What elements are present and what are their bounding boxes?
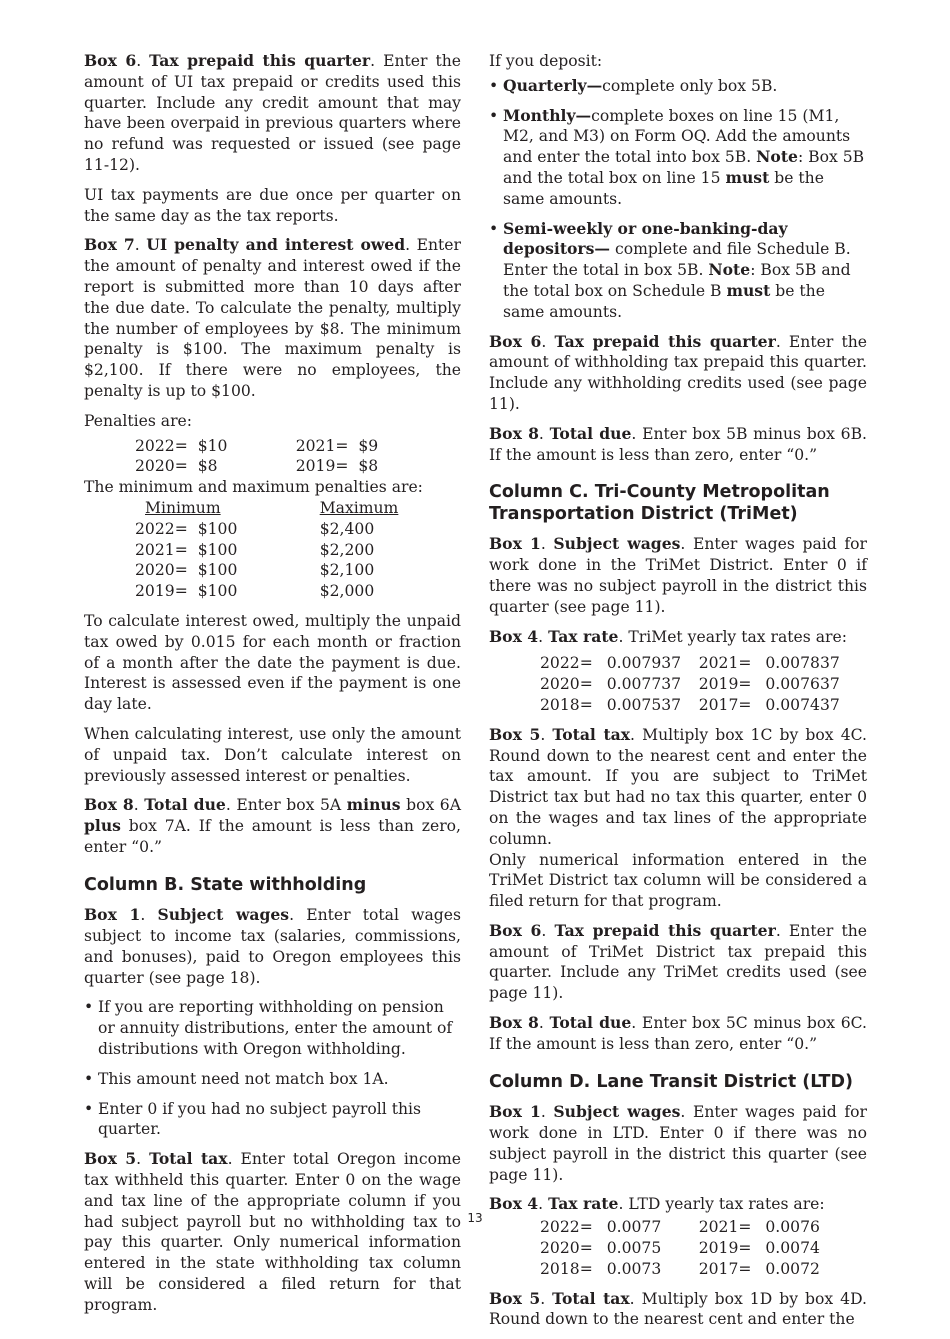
list-item: • Semi-weekly or one-banking-day depositors— complete and file Schedule B. Enter the total in box 5B. Note: Box 5B and the total box on Schedule B must be the same amounts. xyxy=(489,218,851,321)
box7-paragraph: Box 7. UI penalty and interest owed. Enter the amount of penalty and interest owed if the report is submitted more than 10 days after the due date. To calculate the penalty, multiply the number of employees by $8. The minimum penalty is $100. The maximum penalty is $2,100. If there were no employees, the penalty is up to $100. xyxy=(84,235,461,400)
colB-box1-paragraph: Box 1. Subject wages. Enter total wages subject to income tax (salaries, commissions, and bonuses), paid to Oregon employees this quarter (see page 18). xyxy=(84,905,461,987)
column-b-heading: Column B. State withholding xyxy=(84,874,367,895)
table-row: 2022 = 0.007937 2021 = 0.007837 xyxy=(540,654,840,673)
colC-box6-paragraph: Box 6. Tax prepaid this quarter. Enter the amount of TriMet District tax prepaid this quarter. Include any TriMet credits used (see page 11). xyxy=(489,920,867,1003)
column-d-heading: Column D. Lane Transit District (LTD) xyxy=(489,1071,854,1092)
table-row: 2022 = $10 2021 = $9 xyxy=(135,436,379,455)
table-row: Minimum Maximum xyxy=(145,498,399,517)
table-row: 2020 = $8 2019 = $8 xyxy=(135,457,379,476)
box6-ui-paragraph: Box 6. Tax prepaid this quarter. Enter the amount of UI tax prepaid or credits used this quarter. Include any credit amount that may have been overpaid in previous quarters where no refund was requested or issued (see page 11-12). xyxy=(84,51,461,174)
box6-wh-paragraph: Box 6. Tax prepaid this quarter. Enter the amount of withholding tax prepaid this quarter. Include any withholding credits used (see page 11). xyxy=(489,331,867,413)
deposit-intro: If you deposit: xyxy=(489,52,603,70)
column-c-heading: Column C. Tri-County Metropolitan Transportation District (TriMet) xyxy=(489,482,830,524)
trimet-rates-table xyxy=(540,653,840,715)
box8-ui-paragraph: Box 8. Total due. Enter box 5A minus box 6A plus box 7A. If the amount is less than zero, enter “0.” xyxy=(84,795,461,856)
table-row: 2020 = 0.007737 2019 = 0.007637 xyxy=(540,675,840,694)
penalties-table xyxy=(135,436,378,478)
colD-box4-paragraph: Box 4. Tax rate. LTD yearly tax rates are: xyxy=(489,1194,825,1214)
table-row: 2021 = $100 $2,200 xyxy=(135,540,375,559)
table-row: 2022 = $100 $2,400 xyxy=(135,519,375,538)
interest-paragraph-1: To calculate interest owed, multiply the unpaid tax owed by 0.015 for each month or fraction of a month after the date the payment is due. Interest is assessed even if the payment is one day late. xyxy=(84,611,461,714)
colC-numinfo-paragraph: Only numerical information entered in the TriMet District tax column will be considered a filed return for that program. xyxy=(489,850,867,911)
left-column xyxy=(84,51,461,1325)
right-column xyxy=(489,51,867,1339)
table-row: 2022 = 0.0077 2021 = 0.0076 xyxy=(540,1218,820,1237)
ltd-rates-table xyxy=(540,1217,820,1279)
colD-box1-paragraph: Box 1. Subject wages. Enter wages paid for work done in LTD. Enter 0 if there was no subject payroll in the district this quarter (see page 11). xyxy=(489,1102,867,1184)
penalties-intro: Penalties are: xyxy=(84,411,193,430)
colC-box8-paragraph: Box 8. Total due. Enter box 5C minus box 6C. If the amount is less than zero, enter “0.” xyxy=(489,1013,867,1053)
colD-box5-paragraph: Box 5. Total tax. Multiply box 1D by box 4D. Round down to the nearest cent and enter the xyxy=(489,1288,867,1329)
box8-wh-paragraph: Box 8. Total due. Enter box 5B minus box 6B. If the amount is less than zero, enter “0.” xyxy=(489,423,867,464)
list-item: • This amount need not match box 1A. xyxy=(84,1069,389,1088)
minmax-intro: The minimum and maximum penalties are: xyxy=(84,478,423,497)
colC-box1-paragraph: Box 1. Subject wages. Enter wages paid for work done in the TriMet District. Enter 0 if there was no subject payroll in the district this quarter (see page 11). xyxy=(489,534,867,616)
list-item: • Enter 0 if you had no subject payroll this quarter. xyxy=(84,1099,421,1139)
table-row: 2018 = 0.007537 2017 = 0.007437 xyxy=(540,695,840,714)
table-row: 2018 = 0.0073 2017 = 0.0072 xyxy=(540,1259,820,1278)
minmax-table xyxy=(135,498,398,602)
colC-box4-paragraph: Box 4. Tax rate. TriMet yearly tax rates are: xyxy=(489,626,847,646)
colB-box5-paragraph: Box 5. Total tax. Enter total Oregon income tax withheld this quarter. Enter 0 on the wage and tax line of the appropriate column if you had subject payroll but no withholding tax to pay this quarter. Only numerical information entered in the state withholding tax column will be considered a filed return for that program. xyxy=(84,1149,461,1314)
list-item: • Quarterly—complete only box 5B. xyxy=(489,75,778,95)
table-row: 2020 = 0.0075 2019 = 0.0074 xyxy=(540,1238,820,1257)
interest-paragraph-2: When calculating interest, use only the amount of unpaid tax. Don’t calculate interest on previously assessed interest or penalties. xyxy=(84,724,461,785)
table-row: 2019 = $100 $2,000 xyxy=(135,582,375,601)
table-row: 2020 = $100 $2,100 xyxy=(135,561,375,580)
ui-due-paragraph: UI tax payments are due once per quarter on the same day as the tax reports. xyxy=(84,185,461,225)
list-item: • If you are reporting withholding on pension or annuity distributions, enter the amount of distributions with Oregon withholding. xyxy=(84,998,453,1058)
colC-box5-paragraph: Box 5. Total tax. Multiply box 1C by box 4C. Round down to the nearest cent and enter the tax amount. If you are subject to TriMet District tax but had no tax this quarter, enter 0 on the wages and tax lines of the appropriate column. xyxy=(489,724,867,848)
page-number: 13 xyxy=(467,1211,483,1225)
list-item: • Monthly—complete boxes on line 15 (M1, M2, and M3) on Form OQ. Add the amounts and enter the total into box 5B. Note: Box 5B and the total box on line 15 must be the same amounts. xyxy=(489,105,865,208)
